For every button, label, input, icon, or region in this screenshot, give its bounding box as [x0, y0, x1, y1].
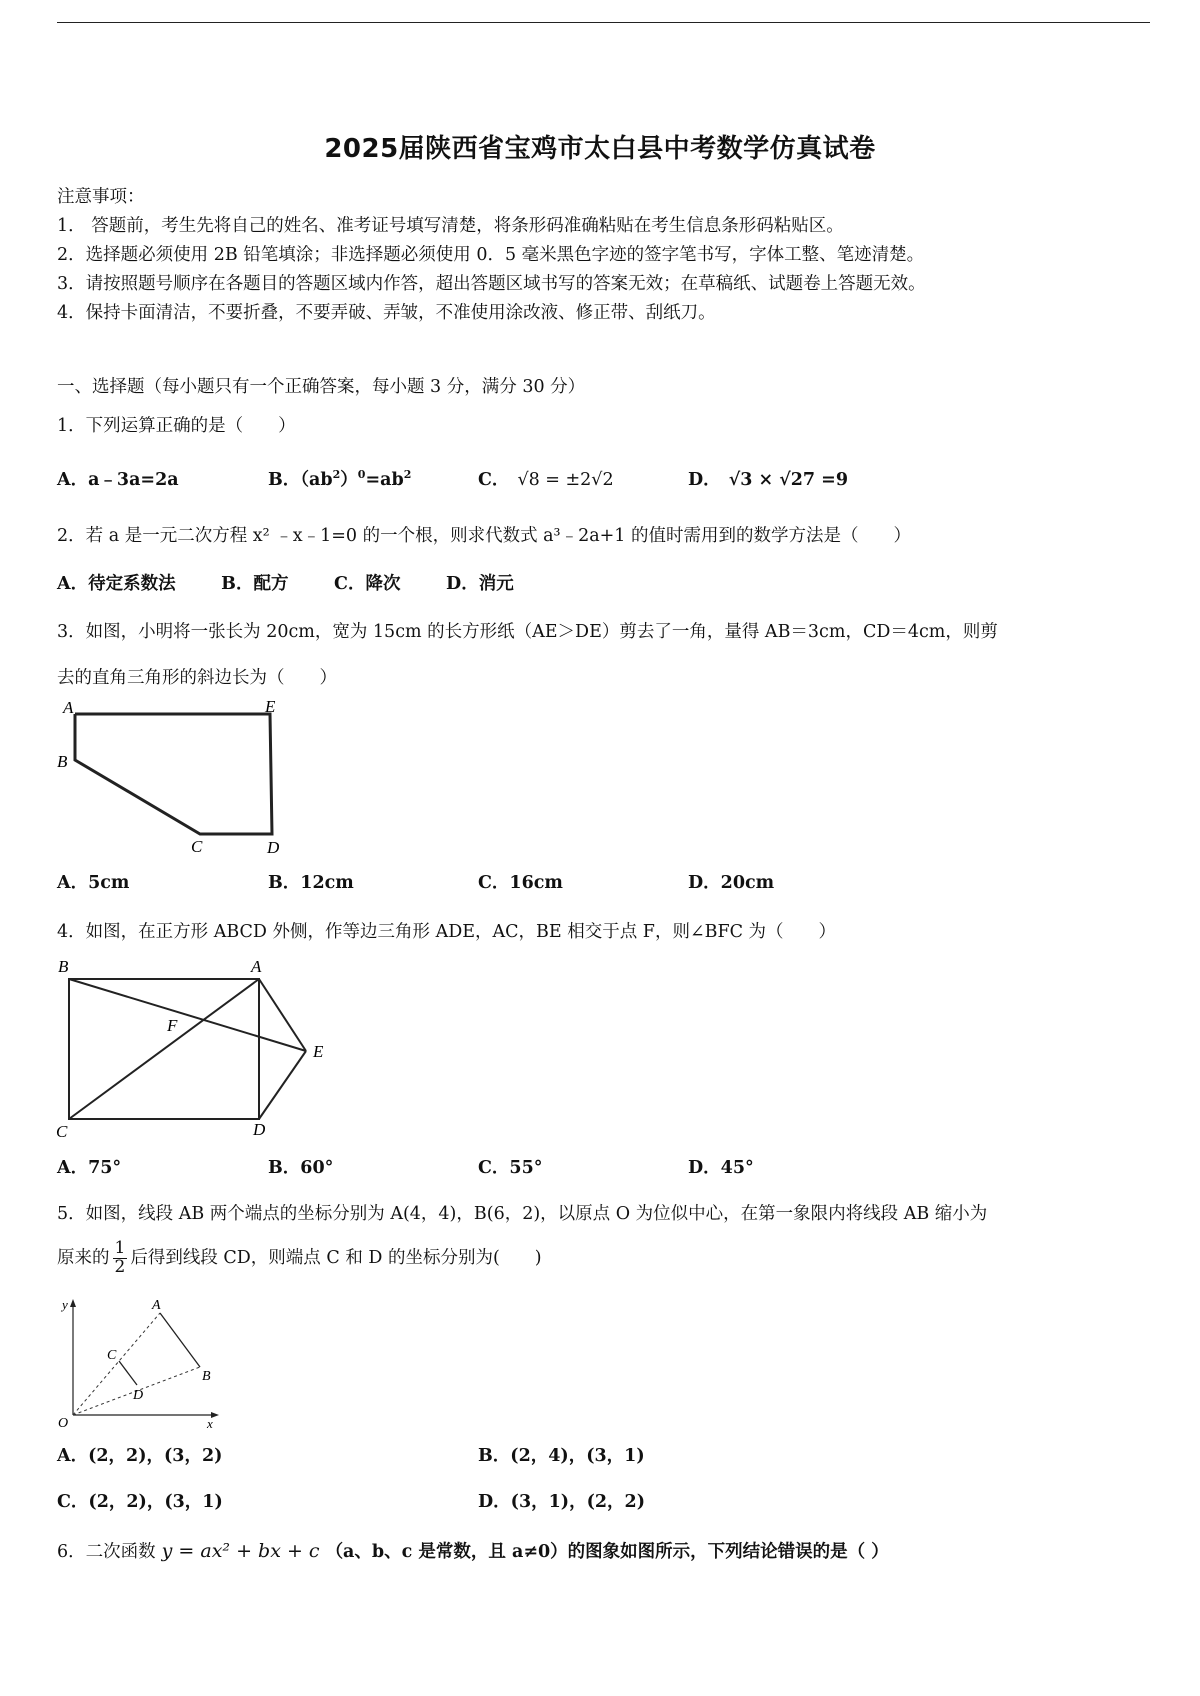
header-rule: [57, 22, 1150, 23]
q5-label-o: O: [58, 1416, 69, 1430]
q2-options: [57, 570, 514, 595]
q3-label-e: E: [265, 697, 276, 716]
q2-option-a: A．待定系数法: [57, 574, 176, 594]
q4-label-b: B: [58, 957, 69, 976]
q3-label-d: D: [267, 838, 280, 857]
q5-label-b: B: [202, 1369, 211, 1384]
q5-label-a: A: [152, 1298, 161, 1313]
page-title: 2025届陕西省宝鸡市太白县中考数学仿真试卷: [324, 134, 876, 164]
q4-label-e: E: [313, 1042, 324, 1061]
q1-option-d: D． √3 × √27 =9: [688, 470, 849, 490]
q3-figure: [55, 697, 285, 857]
q3-option-d: D．20cm: [688, 873, 775, 893]
q5-label-y: y: [62, 1297, 68, 1312]
q4-label-d: D: [253, 1120, 266, 1139]
q3-stem-line1: 3．如图，小明将一张长为 20cm，宽为 15cm 的长方形纸（AE＞DE）剪去了一角，量得 AB＝3cm，CD＝4cm，则剪: [57, 622, 998, 642]
q4-option-d: D．45°: [688, 1158, 754, 1178]
q3-option-a: A．5cm: [57, 873, 130, 893]
q4-figure: [55, 955, 345, 1140]
q3-option-b: B．12cm: [268, 873, 354, 893]
note-item-1: 1． 答题前，考生先将自己的姓名、准考证号填写清楚，将条形码准确粘贴在考生信息条形码粘贴区。: [57, 216, 844, 236]
q4-option-c: C．55°: [478, 1158, 543, 1178]
q3-stem-line2: 去的直角三角形的斜边长为（ ）: [57, 668, 337, 688]
note-item-2: 2．选择题必须使用 2B 铅笔填涂；非选择题必须使用 0．5 毫米黑色字迹的签字笔书写，字体工整、笔迹清楚。: [57, 245, 925, 265]
q1-option-a: A．a﹣3a=2a: [57, 470, 179, 490]
q5-label-x: x: [207, 1416, 213, 1430]
q6-formula: y = ax² + bx + c: [161, 1540, 320, 1562]
note-item-4: 4．保持卡面清洁，不要折叠，不要弄破、弄皱，不准使用涂改液、修正带、刮纸刀。: [57, 303, 716, 323]
q5-figure: [55, 1295, 225, 1430]
q1-stem: 1．下列运算正确的是（ ）: [57, 416, 296, 436]
q1-option-b: B．$(ab^2)^0=ab^2$: [268, 468, 412, 490]
q5-option-a: A．(2，2)，(3，2): [57, 1446, 223, 1466]
q5-stem-line2: 原来的 $\frac{1}{2}$ 后得到线段 CD，则端点 C 和 D 的坐标分别为( ): [57, 1238, 542, 1277]
q3-option-c: C．16cm: [478, 873, 563, 893]
q5-stem-line1: 5．如图，线段 AB 两个端点的坐标分别为 A(4，4)，B(6，2)，以原点 O 为位似中心，在第一象限内将线段 AB 缩小为: [57, 1204, 988, 1224]
q1-option-c: C． √8 = ±2√2: [478, 470, 614, 490]
q4-label-f: F: [167, 1016, 178, 1035]
q5-option-b: B．(2，4)，(3，1): [478, 1446, 645, 1466]
q4-stem: 4．如图，在正方形 ABCD 外侧，作等边三角形 ADE，AC，BE 相交于点 F，则∠BFC 为（ ）: [57, 922, 837, 942]
section-heading: 一、选择题（每小题只有一个正确答案，每小题 3 分，满分 30 分）: [57, 377, 586, 397]
q2-option-c: C．降次: [334, 574, 401, 594]
q5-option-d: D．(3，1)，(2，2): [478, 1492, 646, 1512]
notes-heading: 注意事项：: [57, 187, 145, 207]
q5-fraction: $\frac{1}{2}$: [114, 1238, 126, 1277]
q3-label-b: B: [57, 752, 68, 771]
q2-option-d: D．消元: [446, 574, 514, 594]
q4-label-a: A: [251, 957, 262, 976]
q4-option-b: B．60°: [268, 1158, 334, 1178]
q3-label-a: A: [63, 698, 74, 717]
q3-label-c: C: [191, 837, 203, 856]
q5-label-c: C: [107, 1348, 117, 1363]
q6-stem: 6．二次函数 y = ax² + bx + c （a、b、c 是常数，且 a≠0）的图象如图所示，下列结论错误的是（ ）: [57, 1540, 889, 1562]
q4-option-a: A．75°: [57, 1158, 122, 1178]
q5-option-c: C．(2，2)，(3，1): [57, 1492, 223, 1512]
q2-option-b: B．配方: [221, 574, 289, 594]
note-item-3: 3．请按照题号顺序在各题目的答题区域内作答，超出答题区域书写的答案无效；在草稿纸、试题卷上答题无效。: [57, 274, 926, 294]
q4-label-c: C: [56, 1122, 68, 1140]
q5-label-d: D: [133, 1388, 144, 1403]
q2-stem: 2．若 a 是一元二次方程 x² ﹣x﹣1=0 的一个根，则求代数式 a³﹣2a+1 的值时需用到的数学方法是（ ）: [57, 526, 912, 546]
